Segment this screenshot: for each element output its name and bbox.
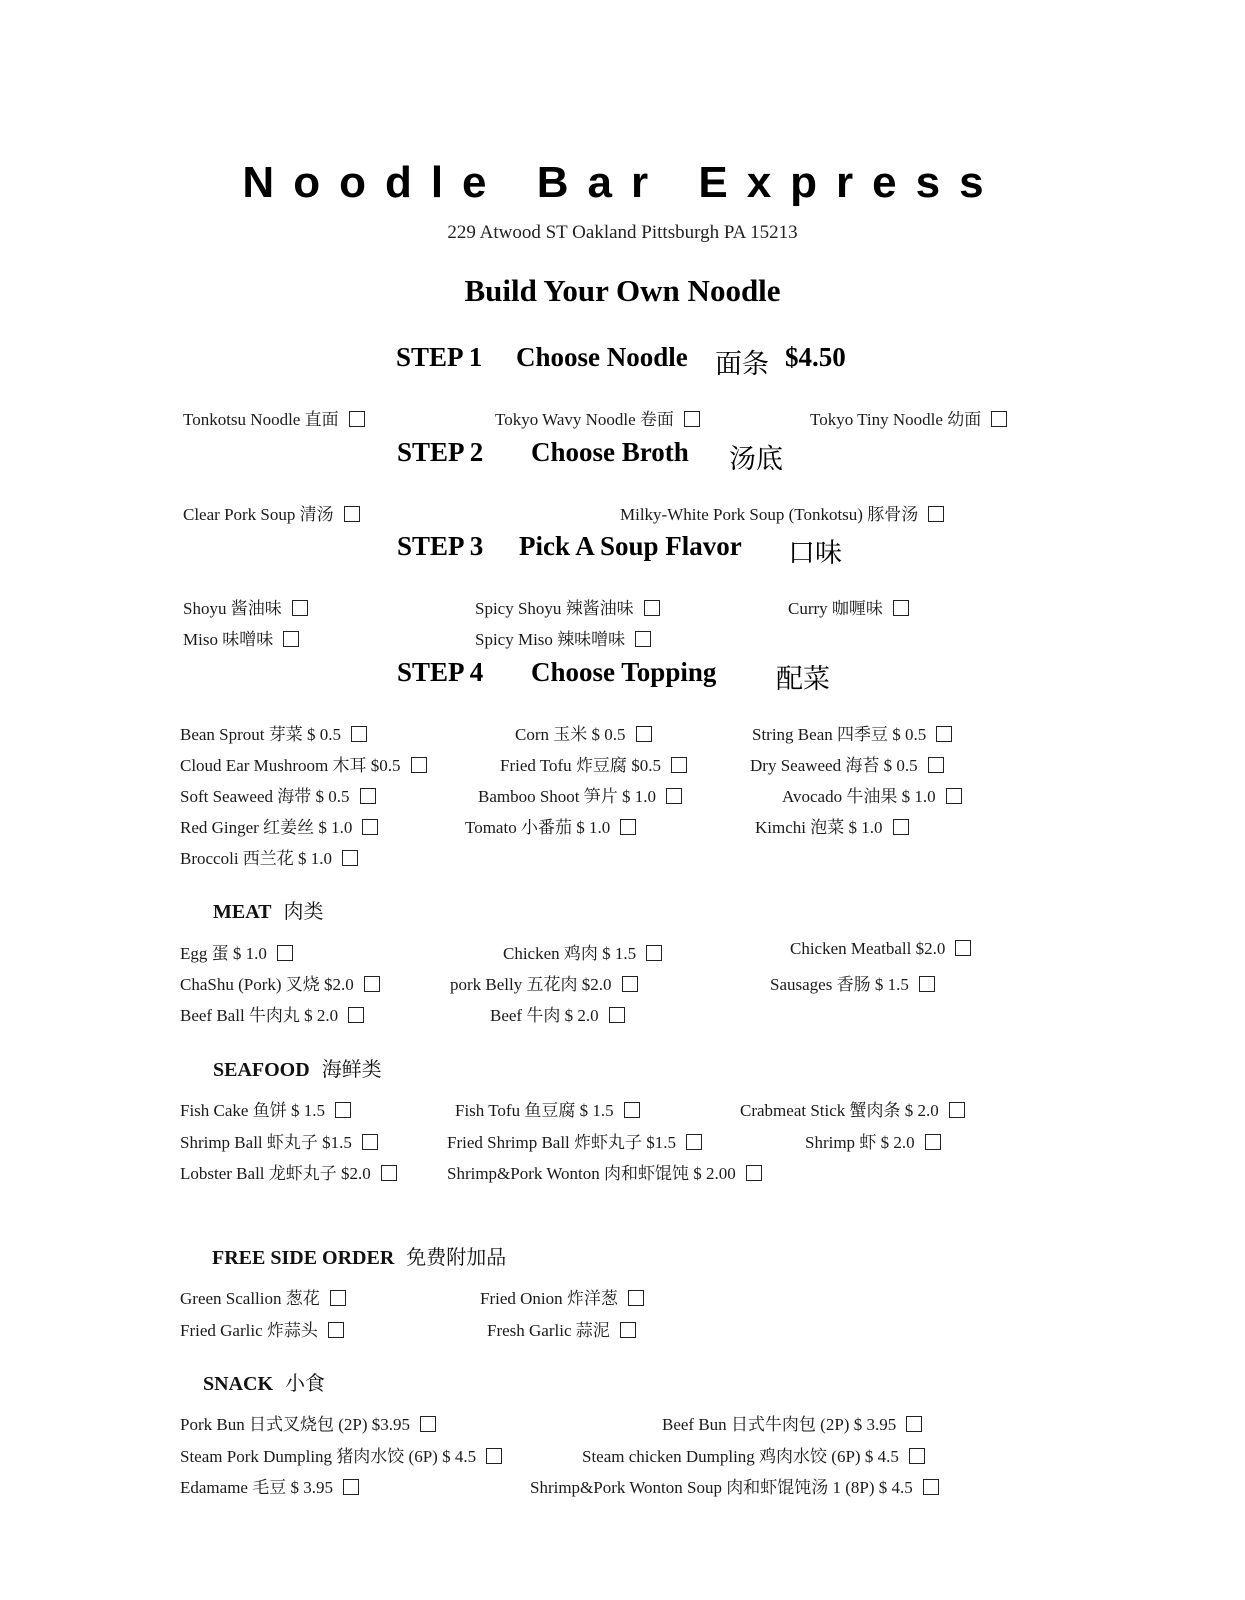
- option-chicken-meatball[interactable]: Chicken Meatball $2.0: [790, 939, 971, 959]
- checkbox-icon[interactable]: [946, 788, 962, 804]
- step-3-heading: [0, 531, 1245, 567]
- option-clear-pork-soup[interactable]: Clear Pork Soup 清汤: [183, 500, 360, 525]
- option-edamame[interactable]: Edamame 毛豆 $ 3.95: [180, 1473, 359, 1498]
- section-name: MEAT: [213, 901, 272, 923]
- checkbox-icon[interactable]: [362, 819, 378, 835]
- option-tonkotsu-noodle[interactable]: Tonkotsu Noodle 直面: [183, 405, 365, 430]
- checkbox-icon[interactable]: [949, 1102, 965, 1118]
- option-soft-seaweed[interactable]: Soft Seaweed 海带 $ 0.5: [180, 782, 376, 807]
- menu-subtitle: Build Your Own Noodle: [464, 273, 781, 308]
- checkbox-icon[interactable]: [342, 850, 358, 866]
- option-sausages[interactable]: Sausages 香肠 $ 1.5: [770, 970, 935, 995]
- checkbox-icon[interactable]: [283, 631, 299, 647]
- step-name: Pick A Soup Flavor: [519, 531, 742, 561]
- step-zh: 汤底: [729, 444, 783, 474]
- option-lobster-ball[interactable]: Lobster Ball 龙虾丸子 $2.0: [180, 1159, 397, 1184]
- checkbox-icon[interactable]: [411, 757, 427, 773]
- option-fish-cake[interactable]: Fish Cake 鱼饼 $ 1.5: [180, 1096, 351, 1121]
- option-chashu-pork[interactable]: ChaShu (Pork) 叉烧 $2.0: [180, 970, 380, 995]
- option-beef-bun[interactable]: Beef Bun 日式牛肉包 (2P) $ 3.95: [662, 1410, 922, 1435]
- restaurant-address: 229 Atwood ST Oakland Pittsburgh PA 15213: [447, 222, 798, 243]
- option-fresh-garlic[interactable]: Fresh Garlic 蒜泥: [487, 1316, 636, 1341]
- option-chicken[interactable]: Chicken 鸡肉 $ 1.5: [503, 939, 662, 964]
- meat-heading: [213, 895, 324, 924]
- checkbox-icon[interactable]: [909, 1448, 925, 1464]
- option-steam-pork-dumpling[interactable]: Steam Pork Dumpling 猪肉水饺 (6P) $ 4.5: [180, 1442, 502, 1467]
- step-name: Choose Broth: [531, 437, 689, 467]
- seafood-heading: [213, 1053, 382, 1082]
- restaurant-title: Noodle Bar Express: [242, 158, 1003, 207]
- option-dry-seaweed[interactable]: Dry Seaweed 海苔 $ 0.5: [750, 751, 944, 776]
- checkbox-icon[interactable]: [636, 726, 652, 742]
- snack-heading: [203, 1367, 325, 1396]
- checkbox-icon[interactable]: [671, 757, 687, 773]
- option-miso[interactable]: Miso 味噌味: [183, 625, 299, 650]
- step-number: STEP 4: [397, 657, 484, 687]
- step-4-heading: [0, 657, 1245, 693]
- checkbox-icon[interactable]: [360, 788, 376, 804]
- step-2-heading: [0, 437, 1245, 473]
- checkbox-icon[interactable]: [684, 411, 700, 427]
- checkbox-icon[interactable]: [925, 1134, 941, 1150]
- checkbox-icon[interactable]: [624, 1102, 640, 1118]
- checkbox-icon[interactable]: [628, 1290, 644, 1306]
- step-number: STEP 2: [397, 437, 484, 467]
- step-zh: 面条: [715, 349, 769, 379]
- option-cloud-ear-mushroom[interactable]: Cloud Ear Mushroom 木耳 $0.5: [180, 751, 427, 776]
- checkbox-icon[interactable]: [893, 600, 909, 616]
- option-tokyo-tiny-noodle[interactable]: Tokyo Tiny Noodle 幼面: [810, 405, 1007, 430]
- option-red-ginger[interactable]: Red Ginger 红姜丝 $ 1.0: [180, 813, 378, 838]
- checkbox-icon[interactable]: [644, 600, 660, 616]
- checkbox-icon[interactable]: [328, 1322, 344, 1338]
- option-kimchi[interactable]: Kimchi 泡菜 $ 1.0: [755, 813, 909, 838]
- checkbox-icon[interactable]: [991, 411, 1007, 427]
- section-name: SNACK: [203, 1373, 274, 1395]
- option-shrimp[interactable]: Shrimp 虾 $ 2.0: [805, 1128, 941, 1153]
- step-number: STEP 3: [397, 531, 484, 561]
- checkbox-icon[interactable]: [893, 819, 909, 835]
- free-side-heading: [212, 1241, 506, 1270]
- step-zh: 口味: [788, 538, 842, 568]
- option-string-bean[interactable]: String Bean 四季豆 $ 0.5: [752, 720, 952, 745]
- option-egg[interactable]: Egg 蛋 $ 1.0: [180, 939, 293, 964]
- checkbox-icon[interactable]: [330, 1290, 346, 1306]
- option-avocado[interactable]: Avocado 牛油果 $ 1.0: [782, 782, 962, 807]
- option-fried-shrimp-ball[interactable]: Fried Shrimp Ball 炸虾丸子 $1.5: [447, 1128, 702, 1153]
- checkbox-icon[interactable]: [343, 1479, 359, 1495]
- option-curry[interactable]: Curry 咖喱味: [788, 594, 909, 619]
- checkbox-icon[interactable]: [666, 788, 682, 804]
- option-fried-onion[interactable]: Fried Onion 炸洋葱: [480, 1284, 644, 1309]
- checkbox-icon[interactable]: [609, 1007, 625, 1023]
- checkbox-icon[interactable]: [292, 600, 308, 616]
- checkbox-icon[interactable]: [955, 940, 971, 956]
- checkbox-icon[interactable]: [349, 411, 365, 427]
- option-tokyo-wavy-noodle[interactable]: Tokyo Wavy Noodle 卷面: [495, 405, 700, 430]
- checkbox-icon[interactable]: [686, 1134, 702, 1150]
- option-corn[interactable]: Corn 玉米 $ 0.5: [515, 720, 652, 745]
- option-spicy-shoyu[interactable]: Spicy Shoyu 辣酱油味: [475, 594, 660, 619]
- checkbox-icon[interactable]: [277, 945, 293, 961]
- option-shrimp-pork-wonton-soup[interactable]: Shrimp&Pork Wonton Soup 肉和虾馄饨汤 1 (8P) $ 4.5: [530, 1473, 939, 1498]
- checkbox-icon[interactable]: [344, 506, 360, 522]
- checkbox-icon[interactable]: [348, 1007, 364, 1023]
- step-price: $4.50: [785, 342, 846, 372]
- checkbox-icon[interactable]: [928, 757, 944, 773]
- step-zh: 配菜: [776, 664, 830, 694]
- section-zh: 免费附加品: [406, 1247, 507, 1269]
- checkbox-icon[interactable]: [420, 1416, 436, 1432]
- checkbox-icon[interactable]: [928, 506, 944, 522]
- option-shrimp-ball[interactable]: Shrimp Ball 虾丸子 $1.5: [180, 1128, 378, 1153]
- checkbox-icon[interactable]: [335, 1102, 351, 1118]
- step-name: Choose Topping: [531, 657, 717, 687]
- section-name: SEAFOOD: [213, 1059, 310, 1081]
- section-zh: 肉类: [283, 901, 324, 923]
- checkbox-icon[interactable]: [746, 1165, 762, 1181]
- option-bamboo-shoot[interactable]: Bamboo Shoot 笋片 $ 1.0: [478, 782, 682, 807]
- step-number: STEP 1: [396, 342, 483, 372]
- option-pork-belly[interactable]: pork Belly 五花肉 $2.0: [450, 970, 638, 995]
- option-pork-bun[interactable]: Pork Bun 日式叉烧包 (2P) $3.95: [180, 1410, 436, 1435]
- option-milky-white-pork-soup[interactable]: Milky-White Pork Soup (Tonkotsu) 豚骨汤: [620, 500, 944, 525]
- step-name: Choose Noodle: [516, 342, 688, 372]
- option-fried-garlic[interactable]: Fried Garlic 炸蒜头: [180, 1316, 344, 1341]
- checkbox-icon[interactable]: [646, 945, 662, 961]
- option-shoyu[interactable]: Shoyu 酱油味: [183, 594, 308, 619]
- option-beef-ball[interactable]: Beef Ball 牛肉丸 $ 2.0: [180, 1001, 364, 1026]
- checkbox-icon[interactable]: [622, 976, 638, 992]
- checkbox-icon[interactable]: [923, 1479, 939, 1495]
- option-steam-chicken-dumpling[interactable]: Steam chicken Dumpling 鸡肉水饺 (6P) $ 4.5: [582, 1442, 925, 1467]
- checkbox-icon[interactable]: [919, 976, 935, 992]
- checkbox-icon[interactable]: [936, 726, 952, 742]
- section-name: FREE SIDE ORDER: [212, 1247, 395, 1269]
- option-beef[interactable]: Beef 牛肉 $ 2.0: [490, 1001, 625, 1026]
- option-shrimp-pork-wonton[interactable]: Shrimp&Pork Wonton 肉和虾馄饨 $ 2.00: [447, 1159, 762, 1184]
- checkbox-icon[interactable]: [635, 631, 651, 647]
- option-crabmeat-stick[interactable]: Crabmeat Stick 蟹肉条 $ 2.0: [740, 1096, 965, 1121]
- section-zh: 小食: [285, 1373, 326, 1395]
- checkbox-icon[interactable]: [362, 1134, 378, 1150]
- checkbox-icon[interactable]: [351, 726, 367, 742]
- option-fish-tofu[interactable]: Fish Tofu 鱼豆腐 $ 1.5: [455, 1096, 640, 1121]
- option-tomato[interactable]: Tomato 小番茄 $ 1.0: [465, 813, 636, 838]
- checkbox-icon[interactable]: [486, 1448, 502, 1464]
- option-fried-tofu[interactable]: Fried Tofu 炸豆腐 $0.5: [500, 751, 687, 776]
- checkbox-icon[interactable]: [620, 1322, 636, 1338]
- option-spicy-miso[interactable]: Spicy Miso 辣味噌味: [475, 625, 651, 650]
- step-1-heading: [0, 342, 1245, 378]
- checkbox-icon[interactable]: [364, 976, 380, 992]
- checkbox-icon[interactable]: [381, 1165, 397, 1181]
- section-zh: 海鲜类: [321, 1059, 382, 1081]
- option-broccoli[interactable]: Broccoli 西兰花 $ 1.0: [180, 844, 358, 869]
- checkbox-icon[interactable]: [620, 819, 636, 835]
- checkbox-icon[interactable]: [906, 1416, 922, 1432]
- option-bean-sprout[interactable]: Bean Sprout 芽菜 $ 0.5: [180, 720, 367, 745]
- option-green-scallion[interactable]: Green Scallion 葱花: [180, 1284, 346, 1309]
